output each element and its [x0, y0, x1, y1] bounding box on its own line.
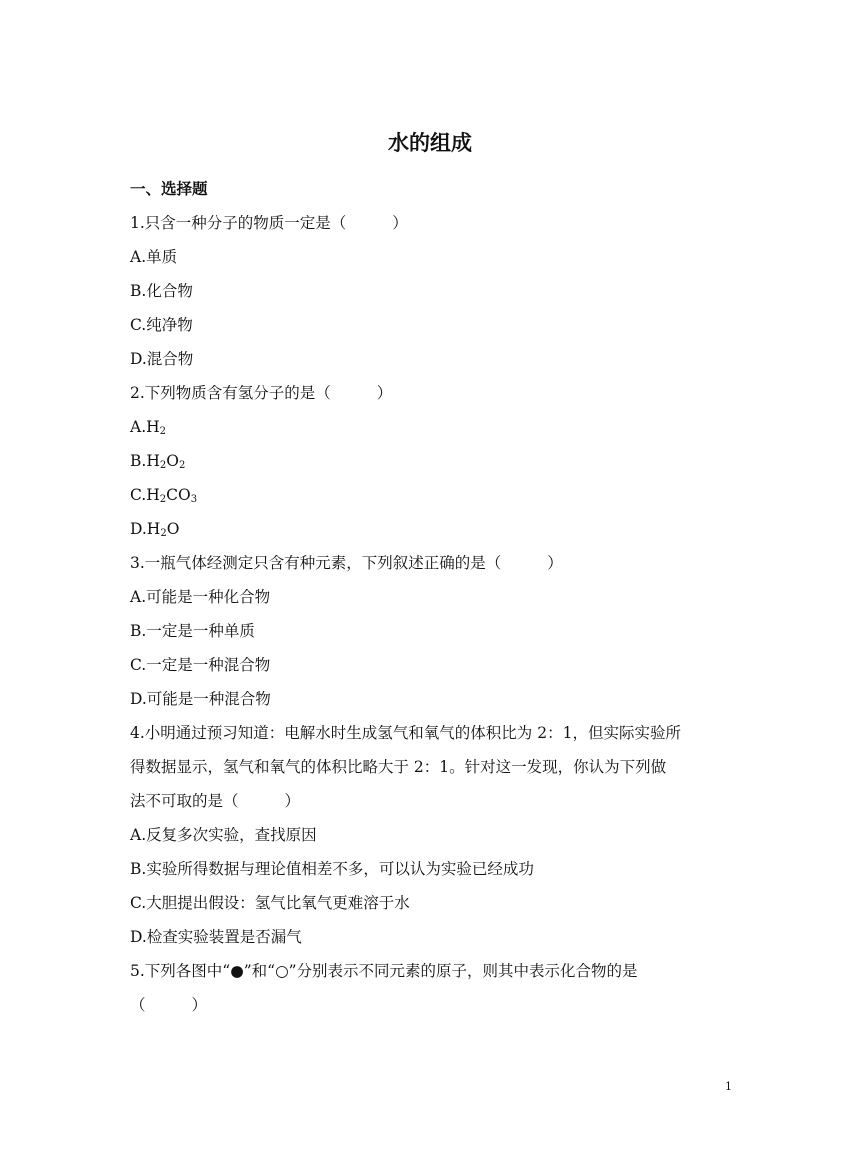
- question-2-paren: ）: [376, 384, 393, 402]
- formula-subscript: 3: [190, 494, 198, 505]
- formula-subscript: 2: [178, 460, 186, 471]
- formula-part: D.H: [130, 520, 161, 538]
- question-2-text: 2.下列物质含有氢分子的是（: [130, 384, 331, 402]
- option-1d: D.混合物: [130, 350, 194, 368]
- formula-part: O: [166, 520, 180, 538]
- question-5-text: （: [130, 996, 146, 1014]
- page-number: 1: [725, 1080, 732, 1093]
- question-3-stem: [130, 546, 735, 580]
- question-4-paren: ）: [284, 792, 301, 810]
- option-4d: D.检查实验装置是否漏气: [130, 928, 302, 946]
- question-5-stem-line-1: 5.下列各图中“●”和“○”分别表示不同元素的原子，则其中表示化合物的是: [130, 962, 638, 980]
- question-4-stem-line-2: 得数据显示，氢气和氧气的体积比略大于 2：1。针对这一发现，你认为下列做: [130, 758, 667, 776]
- question-4-stem-line-3: [130, 784, 735, 818]
- question-list: [130, 206, 735, 1022]
- formula-subscript: 2: [159, 426, 167, 437]
- option-1c: C.纯净物: [130, 316, 193, 334]
- option-2d: [130, 512, 735, 546]
- question-2-stem: [130, 376, 735, 410]
- formula-subscript: 2: [160, 528, 167, 539]
- option-3d: D.可能是一种混合物: [130, 690, 271, 708]
- option-3c: C.一定是一种混合物: [130, 656, 271, 674]
- option-3b: B.一定是一种单质: [130, 622, 255, 640]
- question-4-text: 法不可取的是（: [130, 792, 239, 810]
- option-4c: C.大胆提出假设：氢气比氧气更难溶于水: [130, 894, 410, 912]
- question-3-paren: ）: [547, 554, 563, 572]
- question-1-paren: ）: [392, 214, 408, 232]
- question-3-text: 3.一瓶气体经测定只含有种元素，下列叙述正确的是（: [130, 554, 502, 572]
- option-2c: [130, 478, 735, 512]
- formula-subscript: 2: [159, 460, 167, 471]
- formula-part: O: [166, 452, 179, 470]
- option-4a: A.反复多次实验，查找原因: [130, 826, 317, 844]
- question-1-stem: [130, 206, 735, 240]
- formula-part: CO: [166, 486, 191, 504]
- formula-part: A.H: [130, 418, 160, 436]
- option-2a: [130, 410, 735, 444]
- formula-subscript: 2: [159, 494, 167, 505]
- formula-part: C.H: [130, 486, 160, 504]
- option-3a: A.可能是一种化合物: [130, 588, 271, 606]
- formula-part: B.H: [130, 452, 160, 470]
- option-4b: B.实验所得数据与理论值相差不多，可以认为实验已经成功: [130, 860, 534, 878]
- option-1a: A.单质: [130, 248, 178, 266]
- question-5-paren: ）: [191, 996, 208, 1014]
- option-1b: B.化合物: [130, 282, 193, 300]
- section-heading: 一、选择题: [130, 180, 208, 198]
- question-4-stem-line-1: 4.小明通过预习知道：电解水时生成氢气和氧气的体积比为 2：1，但实际实验所: [130, 724, 681, 742]
- option-2b: [130, 444, 735, 478]
- page-title: 水的组成: [388, 131, 472, 155]
- question-1-text: 1.只含一种分子的物质一定是（: [130, 214, 347, 232]
- question-5-stem-line-2: [130, 988, 735, 1022]
